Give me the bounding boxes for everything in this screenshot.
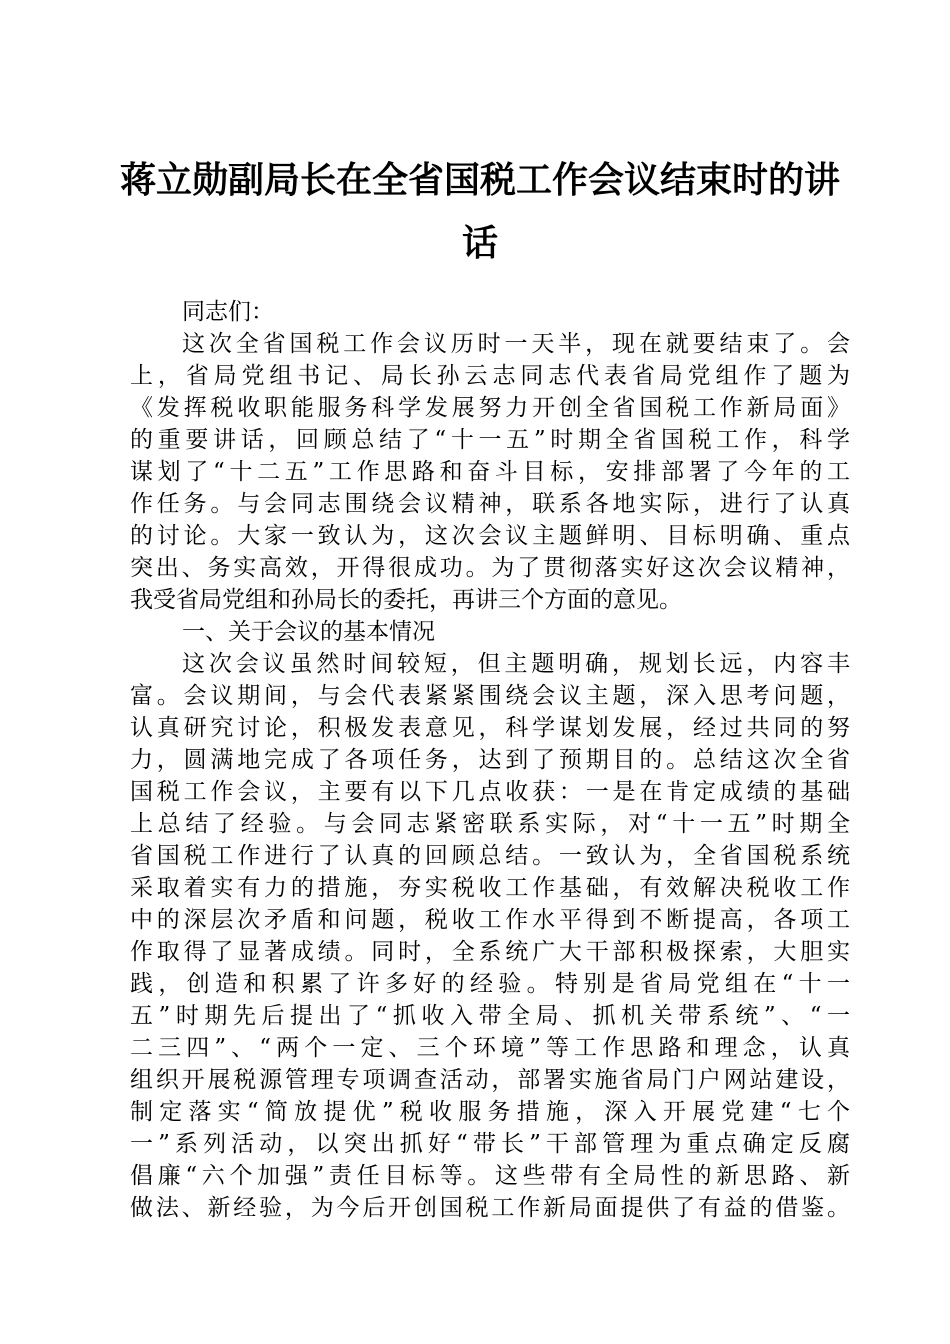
- body-line: 五”时期先后提出了“抓收入带全局、抓机关带系统”、“一: [130, 1003, 850, 1029]
- body-line: 践，创造和积累了许多好的经验。特别是省局党组在“十一: [130, 971, 850, 997]
- body-line: 这次会议虽然时间较短，但主题明确，规划长远，内容丰: [182, 651, 850, 677]
- document-title-line-1: 蒋立勋副局长在全省国税工作会议结束时的讲: [120, 160, 841, 201]
- body-line: 做法、新经验，为今后开创国税工作新局面提供了有益的借鉴。: [130, 1195, 850, 1221]
- body-line: 认真研究讨论，积极发表意见，科学谋划发展，经过共同的努: [130, 715, 850, 741]
- body-line: 力，圆满地完成了各项任务，达到了预期目的。总结这次全省: [130, 747, 850, 773]
- body-line: 《发挥税收职能服务科学发展努力开创全省国税工作新局面》: [130, 395, 850, 421]
- body-line: 中的深层次矛盾和问题，税收工作水平得到不断提高，各项工: [130, 907, 850, 933]
- body-line: 谋划了“十二五”工作思路和奋斗目标，安排部署了今年的工: [130, 459, 850, 485]
- body-line: 富。会议期间，与会代表紧紧围绕会议主题，深入思考问题，: [130, 683, 850, 709]
- body-line: 倡廉“六个加强”责任目标等。这些带有全局性的新思路、新: [130, 1163, 850, 1189]
- salutation: 同志们：: [182, 299, 274, 325]
- body-line: 作取得了显著成绩。同时，全系统广大干部积极探索，大胆实: [130, 939, 850, 965]
- body-line: 的讨论。大家一致认为，这次会议主题鲜明、目标明确、重点: [130, 523, 850, 549]
- body-line: 省国税工作进行了认真的回顾总结。一致认为，全省国税系统: [130, 843, 850, 869]
- body-line: 上总结了经验。与会同志紧密联系实际，对“十一五”时期全: [130, 811, 850, 837]
- body-line: 上，省局党组书记、局长孙云志同志代表省局党组作了题为: [130, 363, 850, 389]
- body-line: 二三四”、“两个一定、三个环境”等工作思路和理念，认真: [130, 1035, 850, 1061]
- document-body: [130, 296, 850, 1224]
- section-heading: 一、关于会议的基本情况: [182, 619, 435, 645]
- body-line: 制定落实“简放提优”税收服务措施，深入开展党建“七个: [130, 1099, 850, 1125]
- body-line: 国税工作会议，主要有以下几点收获：一是在肯定成绩的基础: [130, 779, 850, 805]
- document-title-line-2: 话: [461, 223, 498, 264]
- body-line: 一”系列活动，以突出抓好“带长”干部管理为重点确定反腐: [130, 1131, 850, 1157]
- body-line: 这次全省国税工作会议历时一天半，现在就要结束了。会: [182, 331, 850, 357]
- body-line: 的重要讲话，回顾总结了“十一五”时期全省国税工作，科学: [130, 427, 850, 453]
- body-line: 突出、务实高效，开得很成功。为了贯彻落实好这次会议精神，: [130, 555, 850, 581]
- body-line: 作任务。与会同志围绕会议精神，联系各地实际，进行了认真: [130, 491, 850, 517]
- body-line: 组织开展税源管理专项调查活动，部署实施省局门户网站建设，: [130, 1067, 850, 1093]
- body-line: 我受省局党组和孙局长的委托，再讲三个方面的意见。: [130, 587, 682, 613]
- body-line: 采取着实有力的措施，夯实税收工作基础，有效解决税收工作: [130, 875, 850, 901]
